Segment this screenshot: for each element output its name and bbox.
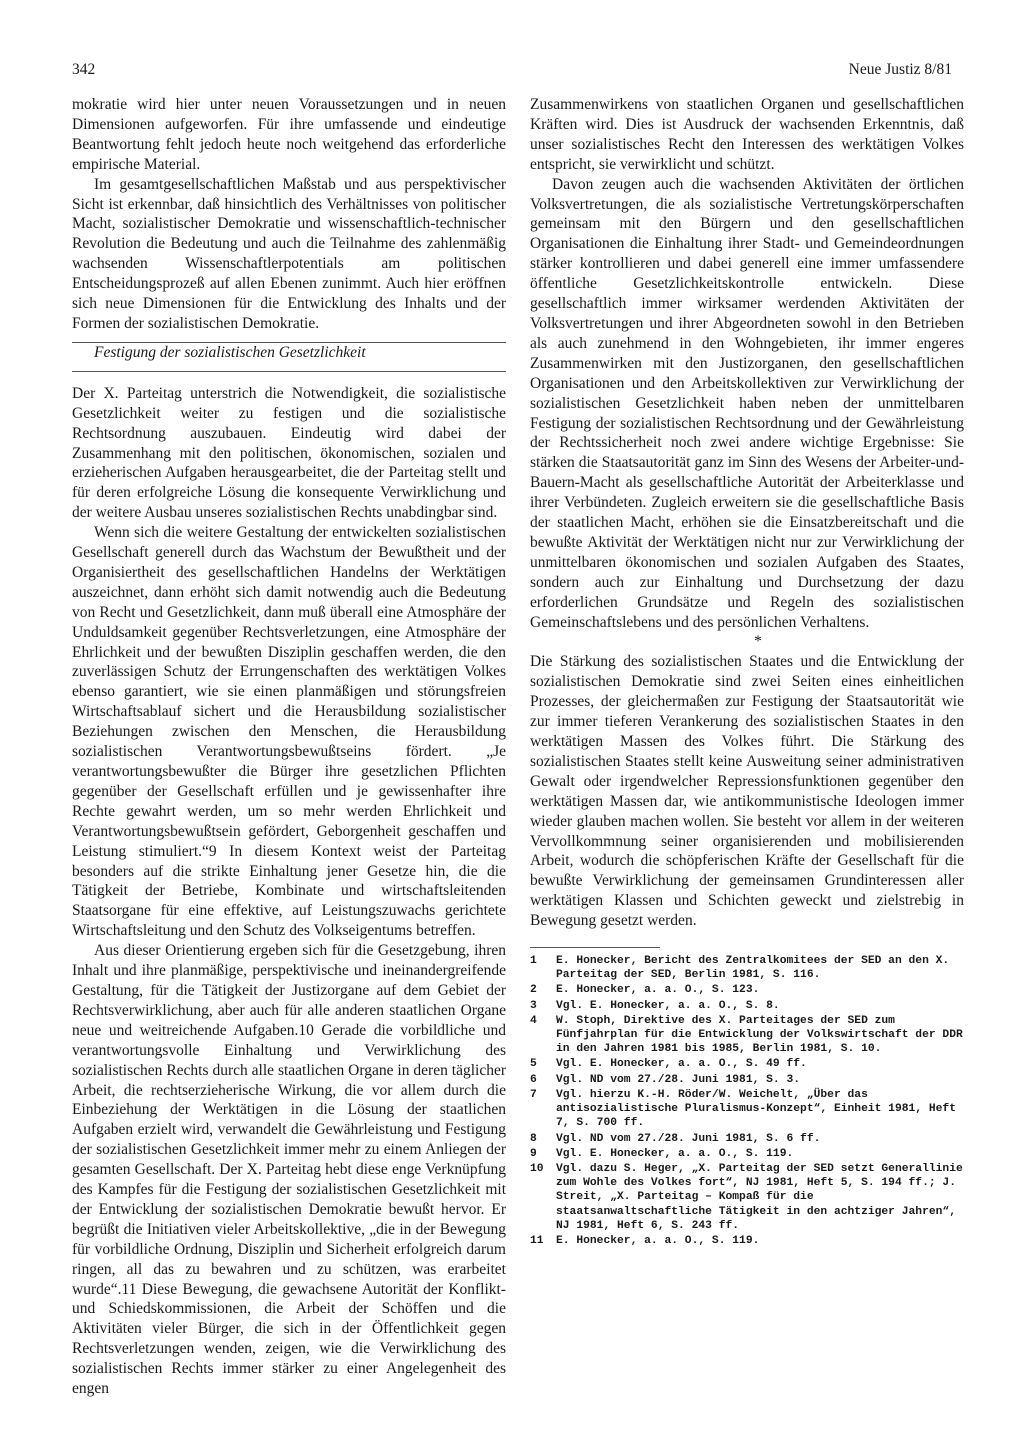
footnote-text: Vgl. ND vom 27./28. Juni 1981, S. 3. [556,1073,801,1086]
page-number: 342 [72,61,96,78]
footnote-text: Vgl. E. Honecker, a. a. O., S. 49 ff. [556,1058,807,1071]
footnote [530,1234,964,1248]
paragraph: Davon zeugen auch die wachsenden Aktivitäten der örtlichen Volksvertretungen, die als sozialistische Vertretungskörperschaften gemeinsam mit den Bürgern und den gesellschaftlichen Organisationen die Einhaltung ihrer Stadt- und Gemeindeordnungen stärker kontrollieren und dabei generell eine immer umfassendere öffentliche Gesetzlichkeitskontrolle entwickeln. Diese gesellschaftlich immer wirksamer werdenden Aktivitäten der Volksvertretungen und ihrer Abgeordneten sowohl in den Betrieben als auch zunehmend in den Wohngebieten, ihr immer engeres Zusammenwirken mit den Justizorganen, den gesellschaftlichen Organisationen und den Arbeitskollektiven zur Verwirklichung der sozialistischen Gesetzlichkeit haben neben der unmittelbaren Festigung der sozialistischen Rechtsordnung und der Gewährleistung der Rechtssicherheit noch zwei andere wichtige Ergebnisse: Sie stärken die Staatsautorität ganz im Sinn des Wesens der Arbeiter-und-Bauern-Macht als gesellschaftliche Autorität der Arbeiterklasse und ihrer Verbündeten. Zugleich erweitern sie die gesellschaftliche Basis der staatlichen Macht, erhöhen sie die Einsatzbereitschaft und die bewußte Aktivität der Werktätigen nicht nur zur Verwirklichung der unmittelbaren ökonomischen und sozialen Aufgaben des Staates, sondern auch zur Einhaltung und Durchsetzung der dazu erforderlichen Grundsätze und Regeln des sozialistischen Gemeinschaftslebens und des persönlichen Verhaltens. [530,175,964,631]
footnote [530,1014,964,1057]
footnote-number: 8 [530,1132,537,1145]
paragraph: Zusammenwirkens von staatlichen Organen und gesellschaftlichen Kräften wird. Dies ist Ausdruck der wachsenden Erkenntnis, daß unser sozialistisches Recht den Interessen des werktätigen Volkes entspricht, sie verwirklicht und schützt. [530,96,964,173]
footnote [530,983,964,997]
footnote-number: 3 [530,999,537,1012]
footnote-text: E. Honecker, a. a. O., S. 123. [556,984,760,997]
footnote-text: Vgl. E. Honecker, a. a. O., S. 8. [556,999,780,1012]
footnote [530,1162,964,1233]
footnote [530,1073,964,1087]
paragraph: Aus dieser Orientierung ergeben sich für die Gesetzgebung, ihren Inhalt und ihre planmäßige, perspektivische und ineinandergreifende Gestaltung, für die Tätigkeit der Justizorgane auf dem Gebiet der Rechtsverwirklichung, aber auch für alle anderen staatlichen Organe neue und weitreichende Aufgaben.10 Gerade die vorbildliche und verantwortungsvolle Einhaltung und Verwirklichung des sozialistischen Rechts durch alle staatlichen Organe in deren täglicher Arbeit, die rechtserzieherische Wirkung, die vor allem durch die Einbeziehung der Werktätigen in die Lösung der staatlichen Aufgaben erzielt wird, verwandelt die Gewährleistung und Festigung der sozialistischen Gesetzlichkeit immer mehr zu einem Anliegen der gesamten Gesellschaft. Der X. Parteitag hebt diese enge Verknüpfung des Kampfes für die Festigung der sozialistischen Gesetzlichkeit mit der Entwicklung der sozialistischen Demokratie bewußt hervor. Er begrüßt die Initiativen vieler Arbeitskollektive, „die in der Bewegung für vorbildliche Ordnung, Disziplin und Sicherheit erfolgreich darum ringen, all das zu bewahren und zu schützen, was erarbeitet wurde“.11 Diese Bewegung, die gewachsene Autorität der Konflikt- und Schiedskommissionen, die Arbeit der Schöffen und die Aktivitäten vieler Bürger, die sich in der Öffentlichkeit gegen Rechtsverletzungen wenden, zeigen, wie die Verwirklichung des sozialistischen Rechts immer stärker zu einer Angelegenheit des engen [72,942,506,1398]
paragraph: Im gesamtgesellschaftlichen Maßstab und aus perspektivischer Sicht ist erkennbar, daß hinsichtlich des Verhältnisses von politischer Macht, sozialistischer Demokratie und wissenschaftlich-technischer Revolution die Bedeutung und auch die Teilnahme des zahlenmäßig wachsenden Wissenschaftlerpotentials am politischen Entscheidungsprozeß auf allen Ebenen zunimmt. Auch hier eröffnen sich neue Dimensionen für die Entwicklung des Inhalts und der Formen der sozialistischen Demokratie. [72,175,506,332]
footnote-text: E. Honecker, Bericht des Zentralkomitees der SED an den X. Parteitag der SED, Berlin 1981, S. 116. [556,955,950,982]
footnote-number: 5 [530,1058,537,1071]
footnote-number: 9 [530,1147,537,1160]
paragraph: mokratie wird hier unter neuen Voraussetzungen und in neuen Dimensionen aufgeworfen. Für ihre umfassende und eindeutige Beantwortung fehlt jedoch heute noch weitgehend das erforderliche empirische Material. [72,96,506,173]
footnote [530,999,964,1013]
page-header [72,60,952,80]
paragraph: Der X. Parteitag unterstrich die Notwendigkeit, die sozialistische Gesetzlichkeit weiter zu festigen und die sozialistische Rechtsordnung auszubauen. Eindeutig wird dabei der Zusammenhang mit den politischen, ökonomischen, sozialen und erzieherischen Aufgaben herausgearbeitet, die der Parteitag stellt und für deren erfolgreiche Lösung die konsequente Verwirklichung und der weitere Ausbau unseres sozialistischen Rechts unabdingbar sind. [72,384,506,522]
footnote-text: Vgl. dazu S. Heger, „X. Parteitag der SED setzt Generallinie zum Wohle des Volkes fort“, NJ 1981, Heft 5, S. 194 ff.; J. Streit, „X. Parteitag – Kompaß für die staatsanwaltschaftliche Tätigkeit in den achtziger Jahren“, NJ 1981, Heft 6, S. 243 ff. [556,1162,963,1232]
footnote-divider [530,947,660,948]
footnote [530,1147,964,1161]
journal-issue: Neue Justiz 8/81 [848,61,952,78]
footnote-text: E. Honecker, a. a. O., S. 119. [556,1234,760,1247]
footnote-number: 11 [530,1234,544,1247]
left-column [72,95,506,1399]
paragraph: Die Stärkung des sozialistischen Staates und die Entwicklung der sozialistischen Demokratie sind zwei Seiten eines einheitlichen Prozesses, der gleichermaßen zur Festigung der Staatsautorität wie zur immer tieferen Verankerung des sozialistischen Staates in den werktätigen Massen des Volkes führt. Die Stärkung des sozialistischen Staates stellt keine Ausweitung seiner administrativen Gewalt oder irgendwelcher Repressionsfunktionen gegenüber den werktätigen Massen dar, wie antikommunistische Ideologen immer wieder glauben machen wollen. Sie besteht vor allem in der weiteren Vervollkommnung seiner organisierenden und mobilisierenden Arbeit, wodurch die schöpferischen Kräfte der Gesellschaft für die bewußte Verwirklichung der gemeinsamen Grundinteressen aller werktätigen Klassen und Schichten geweckt und zielstrebig in Bewegung gesetzt werden. [530,653,964,930]
footnote-text: Vgl. hierzu K.-H. Röder/W. Weichelt, „Über das antisozialistische Pluralismus-Konzept“, Einheit 1981, Heft 7, S. 700 ff. [556,1088,956,1130]
section-heading: Festigung der sozialistischen Gesetzlichkeit [94,343,366,361]
footnote-number: 4 [530,1014,537,1027]
footnote-number: 10 [530,1162,544,1175]
footnote [530,1057,964,1071]
footnote [530,954,964,982]
footnote-number: 1 [530,955,537,968]
footnote-number: 2 [530,984,537,997]
footnote [530,1088,964,1131]
footnote-text: Vgl. ND vom 27./28. Juni 1981, S. 6 ff. [556,1132,821,1145]
footnote-number: 7 [530,1088,537,1101]
footnote-text: W. Stoph, Direktive des X. Parteitages der SED zum Fünfjahrplan für die Entwicklung der Volkswirtschaft der DDR in den Jahren 1981 bis 1985, Berlin 1981, S. 10. [556,1014,963,1056]
footnotes [530,954,964,1248]
footnote-number: 6 [530,1073,537,1086]
footnote [530,1132,964,1146]
right-column [530,95,964,1249]
paragraph: Wenn sich die weitere Gestaltung der entwickelten sozialistischen Gesellschaft generell durch das Wachstum der Bewußtheit und der Organisiertheit des gesellschaftlichen Handelns der Werktätigen auszeichnet, dann erhöht sich damit notwendig auch die Bedeutung von Recht und Gesetzlichkeit, dann muß überall eine Atmosphäre der Unduldsamkeit gegenüber Rechtsverletzungen, eine Atmosphäre der Ehrlichkeit und der bewußten Disziplin geschaffen werden, die den zuverlässigen Schutz der Errungenschaften des werktätigen Volkes ebenso garantiert, wie sie einen planmäßigen und störungsfreien Wirtschaftsablauf sichert und die Herausbildung sozialistischer Beziehungen zwischen den Menschen, die Herausbildung sozialistischen Verantwortungsbewußtseins fördert. „Je verantwortungsbewußter die Bürger ihre gesetzlichen Pflichten gegenüber der Gesellschaft erfüllen und je gewissenhafter ihre Rechte gewahrt werden, um so mehr werden Ehrlichkeit und Verantwortungsbewußtsein gefördert, Geborgenheit geschaffen und Leistung stimuliert.“9 In diesem Kontext weist der Parteitag besonders auf die strikte Einhaltung jener Gesetze hin, die die Tätigkeit der Betriebe, Kombinate und wirtschaftsleitenden Staatsorgane für eine effektive, auf Leistungszuwachs gerichtete Wirtschaftsleitung und den Schutz des Volkseigentums betreffen. [72,524,506,940]
section-separator: * [754,633,762,651]
footnote-text: Vgl. E. Honecker, a. a. O., S. 119. [556,1147,794,1160]
